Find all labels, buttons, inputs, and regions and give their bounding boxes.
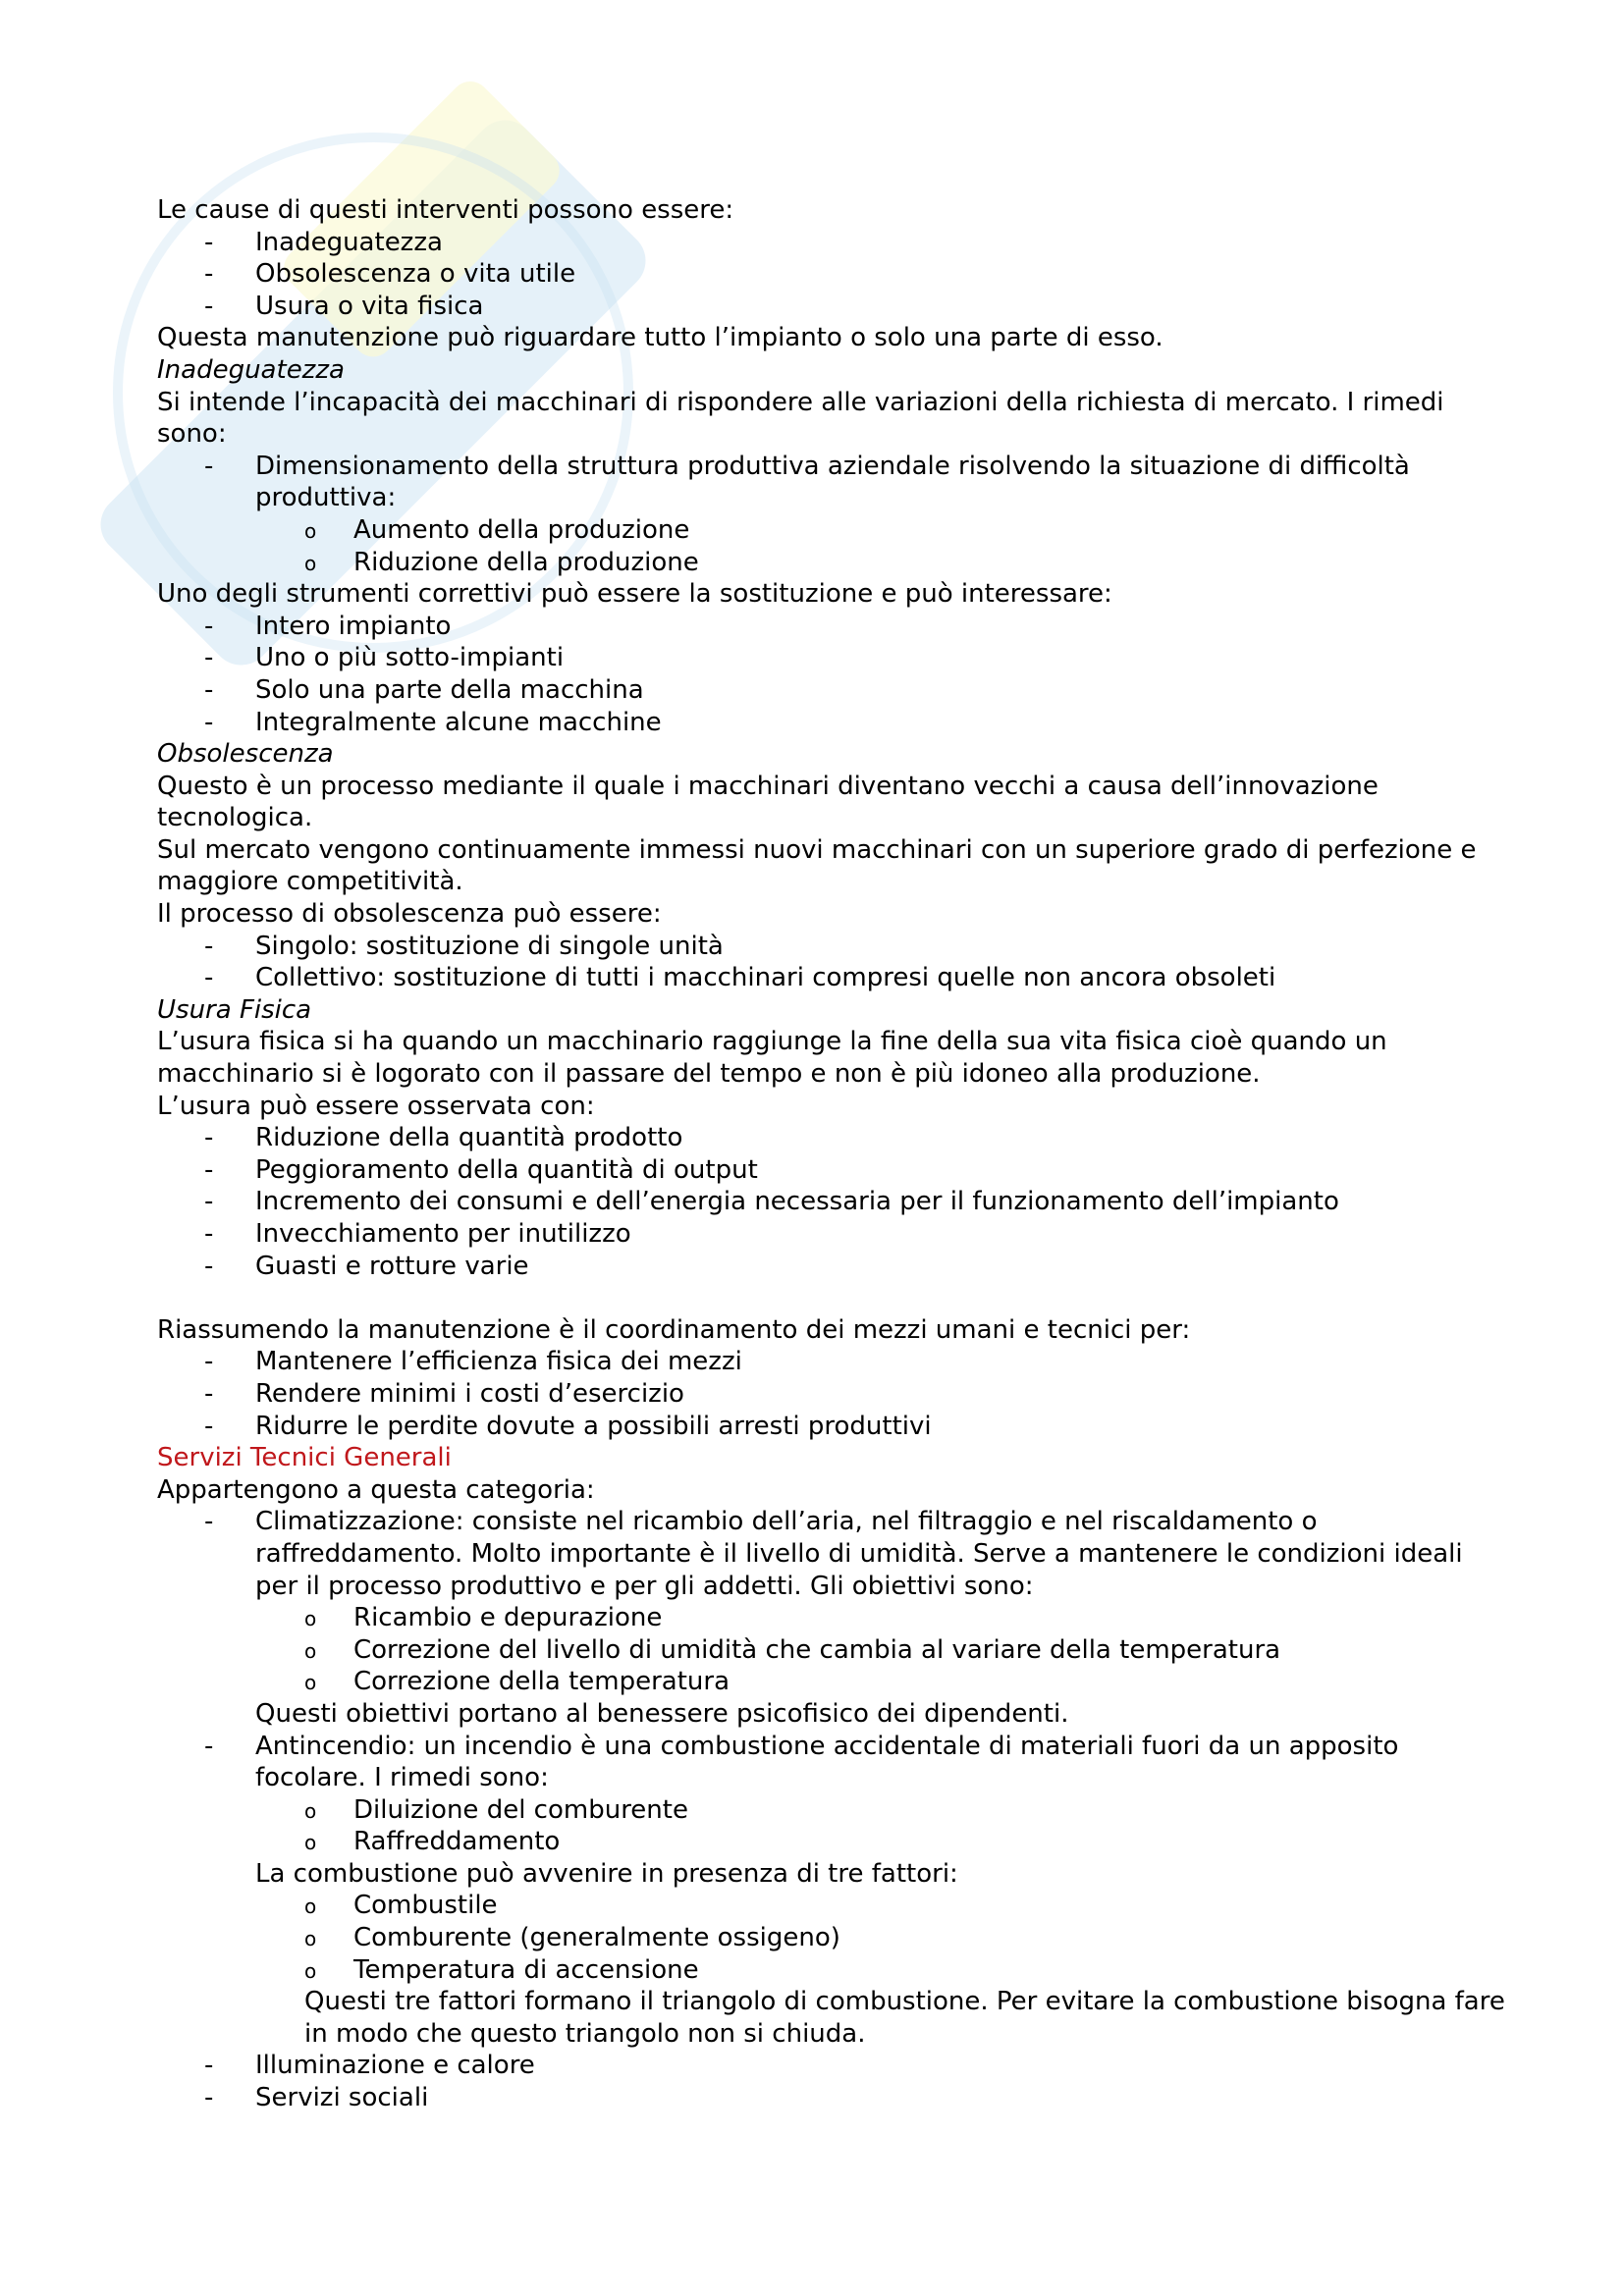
dash-bullet: - <box>204 1731 214 1761</box>
list-item: - Dimensionamento della struttura produttiva aziendale risolvendo la situazione di difficoltà produttiva: <box>204 451 1410 513</box>
list-item: - Rendere minimi i costi d’esercizio <box>204 1378 684 1409</box>
obsolescenza-text2: Sul mercato vengono continuamente immessi nuovi macchinari con un superiore grado di perfezione e maggiore competitività. <box>157 834 1477 897</box>
list-item: - Peggioramento della quantità di output <box>204 1154 758 1185</box>
dash-bullet: - <box>204 1507 214 1537</box>
sub-list-item: o Riduzione della produzione <box>157 547 1512 579</box>
dash-bullet: - <box>204 1187 214 1217</box>
sub-list-item: o Raffreddamento <box>157 1826 1512 1858</box>
antincendio-lead2: La combustione può avvenire in presenza di tre fattori: <box>255 1858 958 1889</box>
circle-bullet: o <box>304 1927 317 1951</box>
circle-bullet: o <box>304 1671 317 1695</box>
inadeguatezza-text: Si intende l’incapacità dei macchinari di rispondere alle variazioni della richiesta di mercato. I rimedi sono: <box>157 387 1444 450</box>
dash-bullet: - <box>204 451 214 481</box>
heading-servizi-tecnici: Servizi Tecnici Generali <box>157 1443 452 1473</box>
obsolescenza-lead: Il processo di obsolescenza può essere: <box>157 899 662 930</box>
list-item-antincendio: - Antincendio: un incendio è una combustione accidentale di materiali fuori da un apposito focolare. I rimedi sono: <box>204 1731 1399 1793</box>
dash-bullet: - <box>204 931 214 961</box>
intro-note: Questa manutenzione può riguardare tutto l’impianto o solo una parte di esso. <box>157 323 1163 353</box>
heading-inadeguatezza: Inadeguatezza <box>157 354 345 385</box>
sub-list-item: o Correzione del livello di umidità che cambia al variare della temperatura <box>157 1634 1512 1667</box>
dash-bullet: - <box>204 1123 214 1153</box>
circle-bullet: o <box>304 1831 317 1855</box>
sub-list-item: o Aumento della produzione <box>157 514 1512 547</box>
document-body <box>157 194 1512 2114</box>
list-item: - Intero impianto <box>204 611 452 641</box>
sub-list-item: o Temperatura di accensione <box>157 1954 1512 1987</box>
list-item: - Illuminazione e calore <box>204 2051 535 2081</box>
list-item: - Incremento dei consumi e dell’energia necessaria per il funzionamento dell’impianto <box>204 1187 1339 1217</box>
dash-bullet: - <box>204 707 214 737</box>
dash-bullet: - <box>204 2083 214 2113</box>
spacer <box>157 1282 1512 1314</box>
list-item: - Singolo: sostituzione di singole unità <box>204 931 724 961</box>
dash-bullet: - <box>204 643 214 673</box>
dash-bullet: - <box>204 227 214 257</box>
dash-bullet: - <box>204 1411 214 1441</box>
list-item: - Servizi sociali <box>204 2083 429 2113</box>
circle-bullet: o <box>304 551 317 575</box>
list-item: - Riduzione della quantità prodotto <box>204 1123 683 1153</box>
list-item: - Integralmente alcune macchine <box>204 707 662 737</box>
list-item: - Inadeguatezza <box>204 227 443 257</box>
dash-bullet: - <box>204 674 214 705</box>
dash-bullet: - <box>204 259 214 290</box>
obsolescenza-text1: Questo è un processo mediante il quale i macchinari diventano vecchi a causa dell’innovazione tecnologica. <box>157 771 1379 833</box>
circle-bullet: o <box>304 1895 317 1919</box>
servizi-lead: Appartengono a questa categoria: <box>157 1474 595 1505</box>
usura-lead: L’usura può essere osservata con: <box>157 1091 595 1121</box>
antincendio-after: Questi tre fattori formano il triangolo di combustione. Per evitare la combustione bisogna fare in modo che questo triangolo non si chiuda. <box>304 1987 1505 2049</box>
circle-bullet: o <box>304 1607 317 1631</box>
usura-text: L’usura fisica si ha quando un macchinario raggiunge la fine della sua vita fisica cioè quando un macchinario si è logorato con il passare del tempo e non è più idoneo alla produzione. <box>157 1027 1387 1090</box>
circle-bullet: o <box>304 1638 317 1663</box>
dash-bullet: - <box>204 1378 214 1409</box>
list-item: - Mantenere l’efficienza fisica dei mezzi <box>204 1347 742 1377</box>
list-item: - Invecchiamento per inutilizzo <box>204 1219 631 1249</box>
list-item: - Obsolescenza o vita utile <box>204 259 576 290</box>
intro-lead: Le cause di questi interventi possono essere: <box>157 195 734 225</box>
dash-bullet: - <box>204 1347 214 1377</box>
list-item: - Ridurre le perdite dovute a possibili arresti produttivi <box>204 1411 932 1441</box>
sub-list-item: o Ricambio e depurazione <box>157 1602 1512 1634</box>
dash-bullet: - <box>204 611 214 641</box>
heading-obsolescenza: Obsolescenza <box>157 739 334 770</box>
dash-bullet: - <box>204 1219 214 1249</box>
clima-after: Questi obiettivi portano al benessere psicofisico dei dipendenti. <box>255 1698 1069 1729</box>
list-item-climatizzazione: - Climatizzazione: consiste nel ricambio dell’aria, nel filtraggio e nel riscaldamento o raffreddamento. Molto importante è il livello di umidità. Serve a mantenere le condizioni ideali per il processo produttivo e per gli addetti. Gli obiettivi sono: <box>204 1507 1463 1601</box>
dash-bullet: - <box>204 291 214 321</box>
sub-list-item: o Comburente (generalmente ossigeno) <box>157 1922 1512 1954</box>
list-item: - Collettivo: sostituzione di tutti i macchinari compresi quelle non ancora obsoleti <box>204 963 1276 993</box>
list-item: - Uno o più sotto-impianti <box>204 643 565 673</box>
heading-usura-fisica: Usura Fisica <box>157 994 312 1025</box>
dash-bullet: - <box>204 1154 214 1185</box>
list-item: - Guasti e rotture varie <box>204 1251 529 1281</box>
inadeguatezza-lead2: Uno degli strumenti correttivi può essere la sostituzione e può interessare: <box>157 579 1112 610</box>
dash-bullet: - <box>204 2051 214 2081</box>
circle-bullet: o <box>304 1958 317 1983</box>
riassunto-lead: Riassumendo la manutenzione è il coordinamento dei mezzi umani e tecnici per: <box>157 1314 1191 1345</box>
list-item: - Usura o vita fisica <box>204 291 484 321</box>
list-item: - Solo una parte della macchina <box>204 674 644 705</box>
dash-bullet: - <box>204 1251 214 1281</box>
sub-list-item: o Correzione della temperatura <box>157 1666 1512 1698</box>
dash-bullet: - <box>204 963 214 993</box>
circle-bullet: o <box>304 518 317 543</box>
sub-list-item: o Diluizione del comburente <box>157 1794 1512 1827</box>
circle-bullet: o <box>304 1798 317 1823</box>
sub-list-item: o Combustile <box>157 1890 1512 1922</box>
